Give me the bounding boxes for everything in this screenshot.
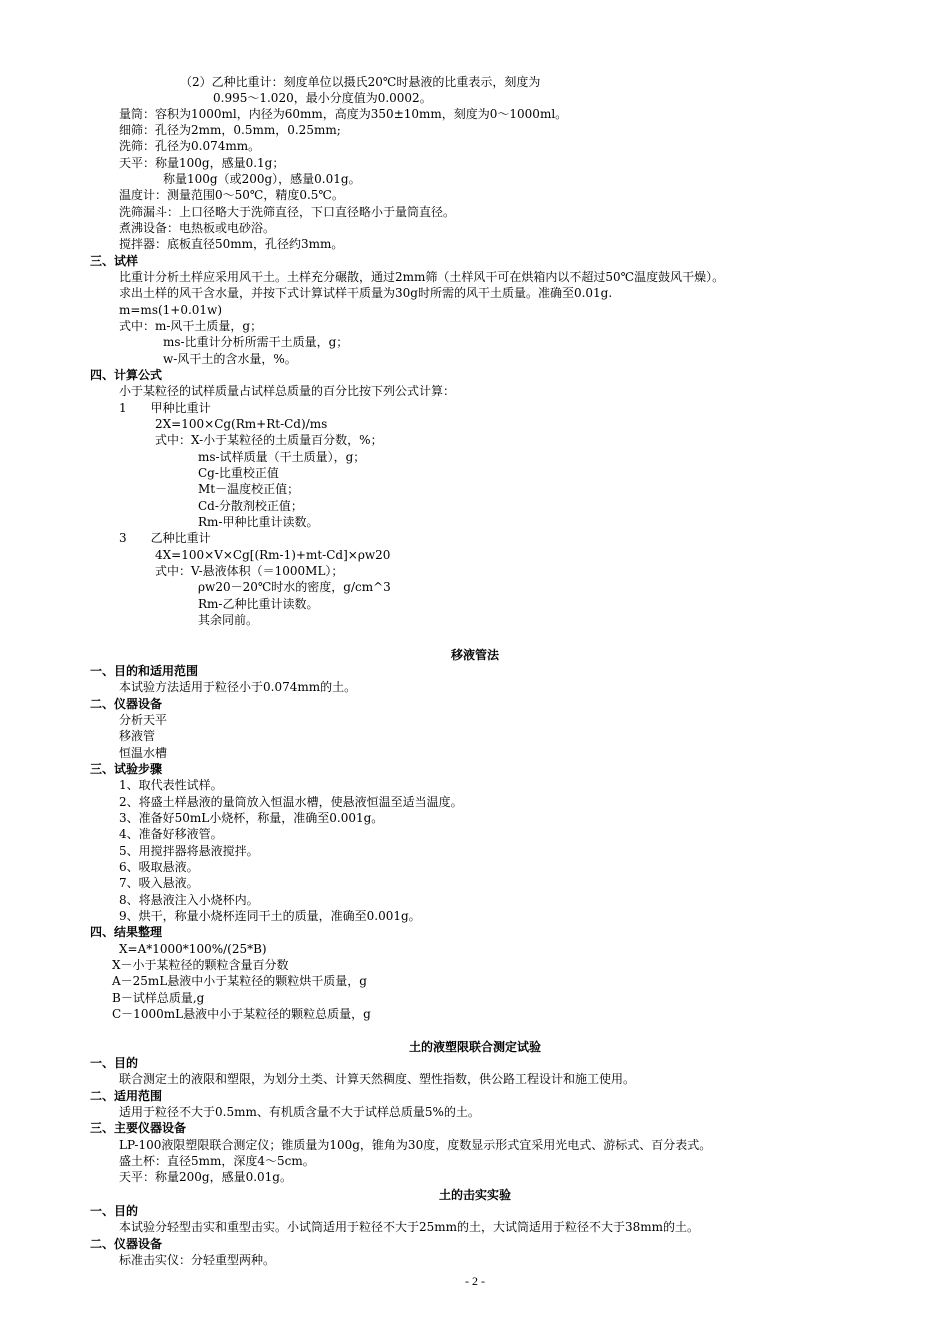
section-heading: 三、试样	[90, 254, 139, 268]
text-line: Cg-比重校正值	[198, 466, 279, 480]
section-title: 移液管法	[450, 648, 499, 662]
list-item: 8、将悬液注入小烧杯内。	[119, 893, 259, 907]
text-line: 天平：称量200g，感量0.01g。	[119, 1170, 292, 1184]
text-line: C－1000mL悬液中小于某粒径的颗粒总质量，g	[112, 1007, 371, 1021]
formula-line: X=A*1000*100%/(25*B)	[119, 942, 267, 956]
section-heading: 二、仪器设备	[90, 1237, 163, 1251]
text-line: w-风干土的含水量，%。	[163, 352, 297, 366]
section-title: 土的液塑限联合测定试验	[408, 1040, 541, 1054]
text-line: 量筒：容积为1000ml，内径为60mm，高度为350±10mm，刻度为0～1000ml。	[119, 107, 568, 121]
text-line: 求出土样的风干含水量，并按下式计算试样干质量为30g时所需的风干土质量。准确至0.01g.	[119, 286, 613, 300]
text-line: 式中：m-风干土质量，g；	[119, 319, 263, 333]
text-line: 搅拌器：底板直径50mm，孔径约3mm。	[119, 237, 344, 251]
list-item: 5、用搅拌器将悬液搅拌。	[119, 844, 259, 858]
list-item: 2、将盛土样悬液的量筒放入恒温水槽，使悬液恒温至适当温度。	[119, 795, 463, 809]
text-line: 细筛：孔径为2mm，0.5mm，0.25mm;	[119, 123, 341, 137]
text-line: 恒温水槽	[119, 746, 168, 760]
text-line: Rm-甲种比重计读数。	[198, 515, 319, 529]
text-line: 本试验方法适用于粒径小于0.074mm的土。	[119, 680, 357, 694]
text-line: 盛土杯：直径5mm，深度4～5cm。	[119, 1154, 315, 1168]
text-line: LP-100液限塑限联合测定仪；锥质量为100g，锥角为30度，度数显示形式宜采用光电式、游标式、百分表式。	[119, 1138, 712, 1152]
text-line: 分析天平	[119, 713, 168, 727]
section-heading: 一、目的	[90, 1204, 139, 1218]
text-line: 洗筛漏斗：上口径略大于洗筛直径，下口直径略小于量筒直径。	[119, 205, 456, 219]
section-heading: 一、目的	[90, 1056, 139, 1070]
text-line: ms-试样质量（干土质量），g；	[198, 450, 366, 464]
text-line: 标准击实仪：分轻重型两种。	[119, 1253, 276, 1267]
text-line: 煮沸设备：电热板或电砂浴。	[119, 221, 276, 235]
section-heading: 三、主要仪器设备	[90, 1121, 187, 1135]
text-line: X－小于某粒径的颗粒含量百分数	[112, 958, 289, 972]
text-line: 3 乙种比重计	[119, 531, 211, 545]
text-line: 1 甲种比重计	[119, 401, 211, 415]
text-line: Mt－温度校正值；	[198, 482, 300, 496]
text-line: A－25mL悬液中小于某粒径的颗粒烘干质量，g	[112, 974, 367, 988]
formula-line: 4X=100×V×Cg[(Rm-1)+mt-Cd]×ρw20	[155, 548, 391, 562]
text-line: 式中：X-小于某粒径的土质量百分数，%；	[155, 433, 383, 447]
text-line: 称量100g（或200g），感量0.01g。	[163, 172, 361, 186]
text-line: 天平：称量100g，感量0.1g；	[119, 156, 285, 170]
text-line: 洗筛：孔径为0.074mm。	[119, 139, 261, 153]
text-line: ms-比重计分析所需干土质量，g；	[163, 335, 349, 349]
text-line: 其余同前。	[198, 613, 259, 627]
text-line: 温度计：测量范围0～50℃，精度0.5℃。	[119, 188, 344, 202]
list-item: 3、准备好50mL小烧杯，称量，准确至0.001g。	[119, 811, 384, 825]
list-item: 6、吸取悬液。	[119, 860, 199, 874]
text-line: 移液管	[119, 729, 156, 743]
text-line: 适用于粒径不大于0.5mm、有机质含量不大于试样总质量5%的土。	[119, 1105, 480, 1119]
section-heading: 一、目的和适用范围	[90, 664, 199, 678]
section-heading: 四、结果整理	[90, 925, 163, 939]
formula-line: 2X=100×Cg(Rm+Rt-Cd)/ms	[155, 417, 328, 431]
text-line: Rm-乙种比重计读数。	[198, 597, 319, 611]
section-heading: 二、仪器设备	[90, 697, 163, 711]
text-line: B－试样总质量,g	[112, 991, 205, 1005]
list-item: 4、准备好移液管。	[119, 827, 223, 841]
section-heading: 二、适用范围	[90, 1089, 163, 1103]
section-heading: 四、计算公式	[90, 368, 163, 382]
text-line: 小于某粒径的试样质量占试样总质量的百分比按下列公式计算：	[119, 384, 456, 398]
text-line: （2）乙种比重计：刻度单位以摄氏20℃时悬液的比重表示，刻度为	[180, 75, 541, 89]
text-line: 0.995～1.020，最小分度值为0.0002。	[213, 91, 432, 105]
text-line: 比重计分析土样应采用风干土。土样充分碾散，通过2mm筛（土样风干可在烘箱内以不超过50℃温度鼓风干燥）。	[119, 270, 725, 284]
section-title: 土的击实实验	[438, 1188, 511, 1202]
list-item: 7、吸入悬液。	[119, 876, 199, 890]
list-item: 1、取代表性试样。	[119, 778, 223, 792]
text-line: 本试验分轻型击实和重型击实。小试筒适用于粒径不大于25mm的土，大试筒适用于粒径不大于38mm的土。	[119, 1220, 700, 1234]
text-line: ρw20－20℃时水的密度，g/cm^3	[198, 580, 391, 594]
text-line: 联合测定土的液限和塑限，为划分土类、计算天然稠度、塑性指数，供公路工程设计和施工使用。	[119, 1072, 636, 1086]
page-number: - 2 -	[465, 1274, 485, 1288]
text-line: Cd-分散剂校正值；	[198, 499, 303, 513]
text-line: 式中：V-悬液体积（＝1000ML）；	[155, 564, 344, 578]
section-heading: 三、试验步骤	[90, 762, 163, 776]
formula-line: m=ms(1+0.01w)	[119, 303, 223, 317]
list-item: 9、烘干，称量小烧杯连同干土的质量，准确至0.001g。	[119, 909, 421, 923]
